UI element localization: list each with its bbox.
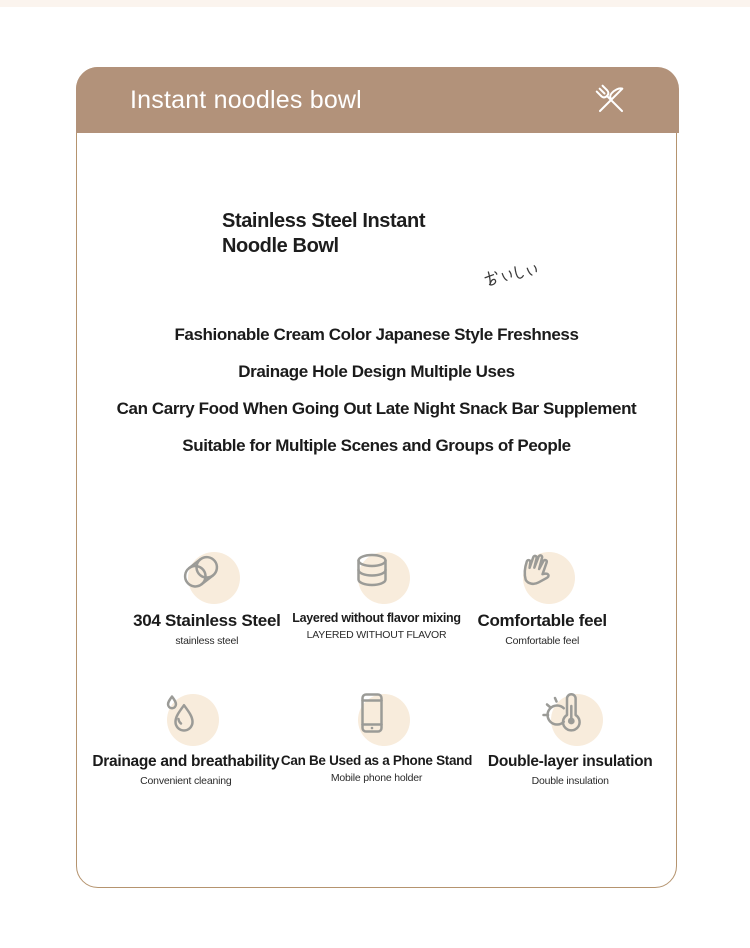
feature-subtitle: Mobile phone holder	[330, 772, 423, 784]
header-title: Instant noodles bowl	[130, 85, 362, 114]
hand-icon	[513, 547, 561, 595]
card-header	[76, 67, 679, 133]
selling-points	[77, 324, 676, 472]
selling-point: Can Carry Food When Going Out Late Night Snack Bar Supplement	[116, 399, 637, 418]
crossed-cutlery-icon	[589, 78, 633, 122]
steel-tube-icon	[178, 547, 226, 595]
feature-row-2	[77, 688, 676, 787]
feature-comfortable-feel	[442, 546, 642, 647]
feature-title: 304 Stainless Steel	[133, 611, 281, 630]
water-drops-icon	[157, 689, 205, 737]
feature-title: Drainage and breathability	[92, 753, 280, 770]
smartphone-icon	[348, 689, 396, 737]
feature-title: Double-layer insulation	[487, 753, 653, 770]
feature-subtitle: Comfortable feel	[505, 635, 580, 647]
feature-title: Layered without flavor mixing	[292, 611, 461, 625]
feature-subtitle: stainless steel	[175, 635, 239, 647]
feature-subtitle: Double insulation	[531, 775, 609, 787]
feature-drainage	[86, 688, 286, 787]
japanese-caption	[482, 259, 543, 290]
feature-subtitle: Convenient cleaning	[140, 775, 232, 787]
top-strip	[0, 0, 750, 7]
selling-point: Suitable for Multiple Scenes and Groups of People	[182, 436, 571, 455]
feature-phone-stand	[277, 688, 477, 787]
japanese-caption-strokes	[482, 259, 543, 290]
feature-title: Comfortable feel	[477, 611, 607, 630]
feature-row-1	[77, 546, 676, 647]
feature-304-stainless-steel	[107, 546, 307, 647]
selling-point: Drainage Hole Design Multiple Uses	[238, 362, 515, 381]
selling-point: Fashionable Cream Color Japanese Style Freshness	[174, 325, 579, 344]
layers-icon	[348, 547, 396, 595]
feature-subtitle: LAYERED WITHOUT FLAVOR	[306, 629, 447, 641]
feature-insulation	[470, 688, 670, 787]
product-card	[76, 67, 677, 888]
thermometer-icon	[541, 689, 589, 737]
hero-title: Stainless Steel Instant Noodle Bowl	[222, 210, 426, 257]
feature-title: Can Be Used as a Phone Stand	[280, 753, 473, 768]
